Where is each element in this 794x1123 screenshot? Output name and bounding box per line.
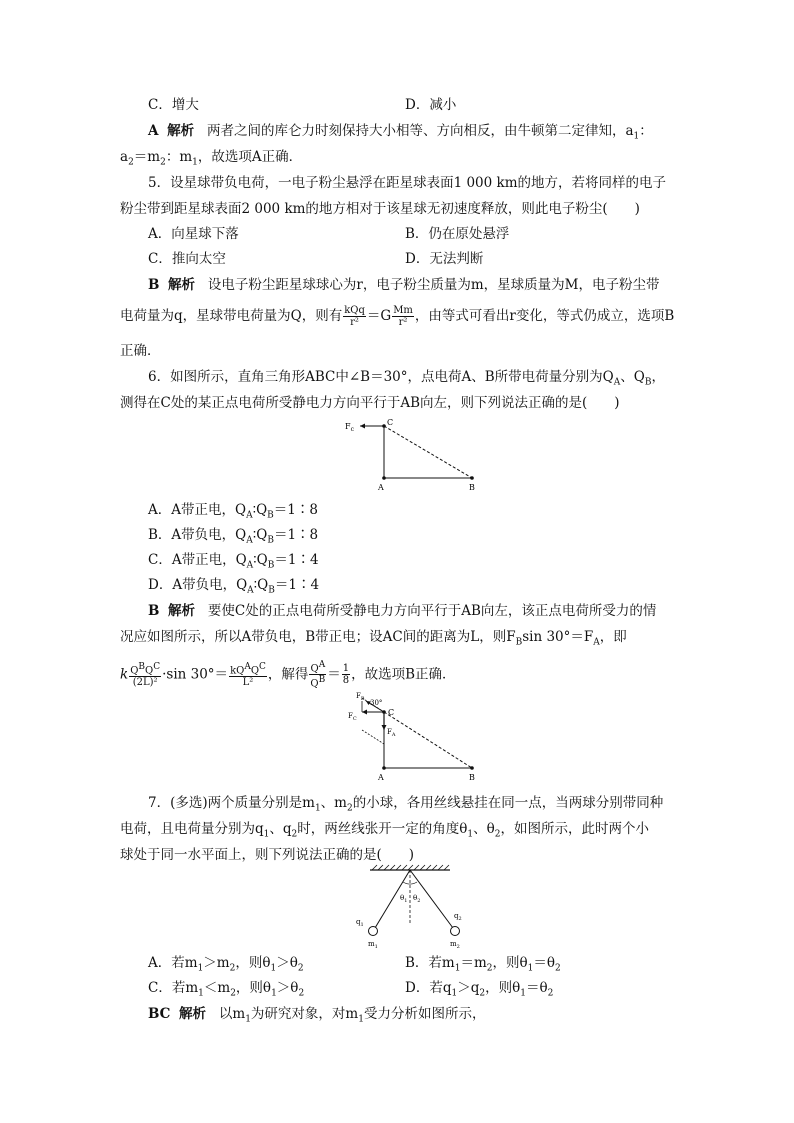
- q6-force-figure: [340, 690, 490, 785]
- ratio: ∶Q: [252, 527, 268, 543]
- q7-analysis-text-3: 受力分析如图所示，: [363, 1006, 486, 1022]
- q5-analysis-line-2: [120, 305, 676, 328]
- sub: A: [246, 535, 253, 546]
- q7-option-d: D．若$q_1>q_2$，则$\theta_1=\theta_2$: [405, 980, 554, 999]
- q5-stem-line-1: 5．设星球带负电荷，一电子粉尘悬浮在距星球表面1 000 km的地方，若将同样的电子: [148, 175, 667, 191]
- sub: A: [593, 637, 600, 648]
- sub: 1: [467, 829, 474, 840]
- ball-1: [369, 927, 378, 936]
- sub: B: [267, 560, 275, 571]
- opt-text: D．A带负电，Q: [148, 577, 248, 593]
- q4-answer: A: [148, 123, 159, 139]
- q6-stem-text-2: 、Q: [620, 369, 645, 385]
- eq-tail: ，解得: [267, 666, 309, 683]
- q7-stem-line-2: [120, 819, 676, 845]
- opt-tail: ，则θ: [485, 980, 521, 996]
- q5-option-d: D．无法判断: [405, 251, 484, 267]
- frac-den: L²: [242, 676, 254, 688]
- sub: A: [247, 585, 254, 596]
- sub: 1: [633, 131, 640, 142]
- q5-analysis-text-2: 电荷量为q，星球带电荷量为Q，则有: [120, 308, 343, 324]
- opt-mid: ＝m: [460, 955, 487, 971]
- label-a: A: [378, 773, 384, 782]
- q5-analysis-line-3: 正确．: [120, 343, 161, 359]
- frac-num: 1: [342, 663, 350, 675]
- equals: ＝G: [366, 308, 392, 324]
- label-m2: $m_2$: [450, 940, 460, 950]
- q5-option-a: A．向星球下落: [148, 226, 239, 242]
- sub: 2: [494, 829, 501, 840]
- frac-den: r²: [398, 317, 408, 328]
- q6-analysis-text-4: ，即: [599, 629, 627, 645]
- ratio: ∶Q: [253, 552, 268, 568]
- opt-end: ＞θ: [276, 955, 298, 971]
- q5-analysis-text-3: ，由等式可看出r变化，等式仍成立，选项B: [414, 308, 675, 324]
- opt-mid: ＞m: [203, 955, 230, 971]
- q7-analysis-text-2: 为研究对象，对m: [250, 1006, 359, 1022]
- q6-analysis-line-2: [120, 627, 676, 653]
- q7-pendulum-figure: [350, 862, 480, 950]
- frac-num: $kQ^AQ^C$: [230, 661, 266, 676]
- frac-num: $Q^BQ^C$: [130, 661, 161, 676]
- q6-stem-line-2: 测得在C处的某正点电荷所受静电力方向平行于AB向左，则下列说法正确的是( ): [120, 395, 620, 411]
- q4-option-c: C．增大: [148, 97, 199, 113]
- fraction: [309, 660, 326, 690]
- label-q2: $q_2$: [454, 912, 462, 922]
- sub: B: [515, 637, 523, 648]
- q6-analysis-line-1: [148, 601, 704, 621]
- sub: 1: [192, 157, 198, 168]
- side-cb: [384, 712, 472, 768]
- label-c: C: [387, 418, 394, 427]
- arrowhead: [382, 725, 387, 730]
- opt-tail: ＝1∶4: [274, 552, 319, 568]
- q6-answer: B: [148, 603, 160, 619]
- point-a: [382, 476, 386, 480]
- opt-end: ＝θ: [533, 955, 556, 971]
- eq-mid: ·sin 30°＝: [162, 666, 229, 683]
- label-b: B: [469, 483, 475, 492]
- frac-den: (2L)²: [132, 676, 158, 688]
- label-fa: $F_A$: [387, 728, 396, 738]
- opt-mid: ＜m: [203, 980, 231, 996]
- q6-analysis-word: 解析: [168, 603, 196, 619]
- ratio: ∶Q: [253, 577, 269, 593]
- q7-stem-text-8: ，如图所示，此时两个小: [500, 821, 650, 837]
- q7-stem-text-4: 电荷，且电荷量分别为q: [120, 821, 264, 837]
- q6-option-c: [148, 550, 319, 576]
- sub: 1: [263, 829, 270, 840]
- extension-line-2: [362, 730, 384, 744]
- q7-option-a: A．若$m_1>m_2$，则$\theta_1>\theta_2$: [148, 955, 304, 974]
- q5-analysis-text: 设电子粉尘距星球球心为r，电子粉尘质量为m，星球质量为M，电子粉尘带: [207, 277, 660, 293]
- label-fb: $F_B$: [356, 692, 365, 702]
- opt-text: C．若m: [148, 980, 199, 996]
- frac-num: $Q^A$: [310, 660, 326, 675]
- q4-analysis-text: 两者之间的库仑力时刻保持大小相等、方向相反，由牛顿第二定律知，a: [206, 123, 634, 139]
- q5-analysis-line-1: [148, 275, 704, 295]
- label-q1: $q_1$: [356, 918, 364, 928]
- opt-tail: ，则θ: [235, 955, 271, 971]
- label-fc: $F_c$: [345, 422, 354, 433]
- sub: 2: [128, 157, 134, 168]
- q4-analysis-text-3: ：m: [165, 149, 193, 165]
- opt-text: B．若m: [405, 955, 455, 971]
- q6-analysis-text-2: 况应如图所示，所以A带负电，B带正电；设AC间的距离为L，则F: [120, 629, 516, 645]
- sub: 1: [314, 803, 321, 814]
- q7-stem-text-2: 、m: [320, 795, 347, 811]
- point-c: [382, 424, 386, 428]
- opt-end: ＞θ: [276, 980, 299, 996]
- frac-num: Mm: [393, 305, 413, 316]
- ceiling-hatch: [372, 865, 449, 870]
- q6-analysis-text: 要使C处的正点电荷所受静电力方向平行于AB向左，该正点电荷所受力的情: [207, 603, 657, 619]
- sub: A: [246, 560, 254, 571]
- point-a: [382, 766, 386, 770]
- q7-answer: BC: [148, 1006, 171, 1022]
- q7-analysis-text: 以m: [218, 1006, 246, 1022]
- label-b: B: [469, 773, 475, 782]
- label-m1: $m_1$: [368, 940, 378, 950]
- q6-analysis-text-3: sin 30°＝F: [522, 629, 594, 645]
- fraction: [343, 305, 366, 328]
- q7-stem-text-7: 、θ: [473, 821, 495, 837]
- point-b: [470, 476, 474, 480]
- opt-tail: ，则θ: [492, 955, 528, 971]
- opt-tail: ＝1∶8: [273, 502, 318, 518]
- q7-analysis-word: 解析: [179, 1006, 206, 1022]
- frac-den: r²: [350, 317, 359, 328]
- q6-option-d: [148, 575, 319, 601]
- fraction: [229, 662, 267, 688]
- q7-analysis-line-1: BC 解析 以$m_1$为研究对象，对$m_1$受力分析如图所示，: [148, 1006, 486, 1025]
- label-theta2: $\theta_2$: [413, 894, 421, 904]
- sub: B: [267, 535, 274, 546]
- sub: A: [246, 510, 253, 521]
- point-c: [382, 710, 386, 714]
- sub: B: [267, 510, 274, 521]
- q6-stem-text: 6．如图所示，直角三角形ABC中∠B＝30°，点电荷A、B所带电荷量分别为Q: [148, 369, 614, 385]
- q6-equation-line: [120, 660, 676, 690]
- opt-text: A．A带正电，Q: [148, 502, 247, 518]
- q7-stem-text-5: 、q: [269, 821, 292, 837]
- q5-option-b: B．仍在原处悬浮: [405, 226, 510, 242]
- opt-tail: ，则θ: [235, 980, 272, 996]
- label-angle: 30°: [370, 699, 383, 707]
- q4-analysis-text-4: ，故选项A正确．: [197, 149, 303, 165]
- label-fc: $F_C$: [348, 712, 357, 722]
- opt-text: C．A带正电，Q: [148, 552, 247, 568]
- opt-end: ＝θ: [525, 980, 548, 996]
- opt-text: B．A带负电，Q: [148, 527, 247, 543]
- q7-stem-text: 7．(多选)两个质量分别是m: [148, 795, 315, 811]
- sub: 2: [291, 829, 298, 840]
- sub: 2: [160, 157, 166, 168]
- fraction: [342, 663, 350, 686]
- q4-option-d: D．减小: [405, 97, 457, 113]
- fraction: [129, 662, 161, 688]
- frac-den: $Q^B$: [310, 675, 326, 690]
- eq-eq: ＝: [327, 666, 341, 683]
- opt-text: D．若q: [405, 980, 452, 996]
- label-c: C: [388, 708, 395, 717]
- ball-2: [451, 927, 460, 936]
- q5-option-c: C．推向太空: [148, 251, 226, 267]
- q6-option-a: [148, 500, 318, 526]
- eq-k: k: [120, 666, 129, 683]
- arrowhead: [362, 710, 367, 715]
- ratio: ∶Q: [252, 502, 268, 518]
- q6-stem-line-1: 6．如图所示，直角三角形ABC中∠B＝30°，点电荷A、B所带电荷量分别为$Q_A$、$Q_B$，: [148, 369, 665, 388]
- point-b: [470, 766, 474, 770]
- q5-stem-line-2: 粉尘带到距星球表面2 000 km的地方相对于该星球无初速度释放，则此电子粉尘( ): [120, 201, 640, 217]
- q5-analysis-word: 解析: [168, 277, 196, 293]
- q5-answer: B: [148, 277, 160, 293]
- q7-stem-line-3: 球处于同一水平面上，则下列说法正确的是( ): [120, 847, 415, 863]
- q7-option-c: C．若$m_1<m_2$，则$\theta_1>\theta_2$: [148, 980, 305, 999]
- q7-stem-text-6: 时，两丝线张开一定的角度θ: [297, 821, 468, 837]
- opt-tail: ＝1∶8: [273, 527, 319, 543]
- sub: A: [613, 377, 621, 388]
- arrowhead: [360, 424, 365, 429]
- q4-analysis-line-2: $a_2=m_2$：$m_1$，故选项A正确．: [120, 149, 303, 168]
- frac-num: kQq: [344, 305, 365, 316]
- q6-triangle-figure: [340, 418, 490, 498]
- q4-analysis-text-2: ＝m: [133, 149, 161, 165]
- frac-den: 8: [342, 675, 350, 687]
- q7-stem-text-3: 的小球，各用丝线悬挂在同一点，当两球分别带同种: [352, 795, 664, 811]
- eq-end: ，故选项B正确．: [351, 666, 456, 683]
- opt-tail: ＝1∶4: [274, 577, 320, 593]
- opt-text: A．若m: [148, 955, 198, 971]
- sub: 2: [346, 803, 353, 814]
- side-cb: [384, 426, 472, 478]
- q7-option-b: B．若$m_1=m_2$，则$\theta_1=\theta_2$: [405, 955, 561, 974]
- sub: B: [268, 585, 275, 596]
- q6-option-b: [148, 525, 318, 551]
- sub: B: [644, 377, 652, 388]
- opt-mid: ＞q: [457, 980, 480, 996]
- q4-analysis-word: 解析: [167, 123, 195, 139]
- q7-stem-line-1: [148, 793, 704, 819]
- label-theta1: $\theta_1$: [400, 894, 408, 904]
- label-a: A: [378, 483, 384, 492]
- q4-analysis-line-1: A 解析 两者之间的库仑力时刻保持大小相等、方向相反，由牛顿第二定律知，$a_1$：: [148, 123, 653, 142]
- fraction: [392, 305, 414, 328]
